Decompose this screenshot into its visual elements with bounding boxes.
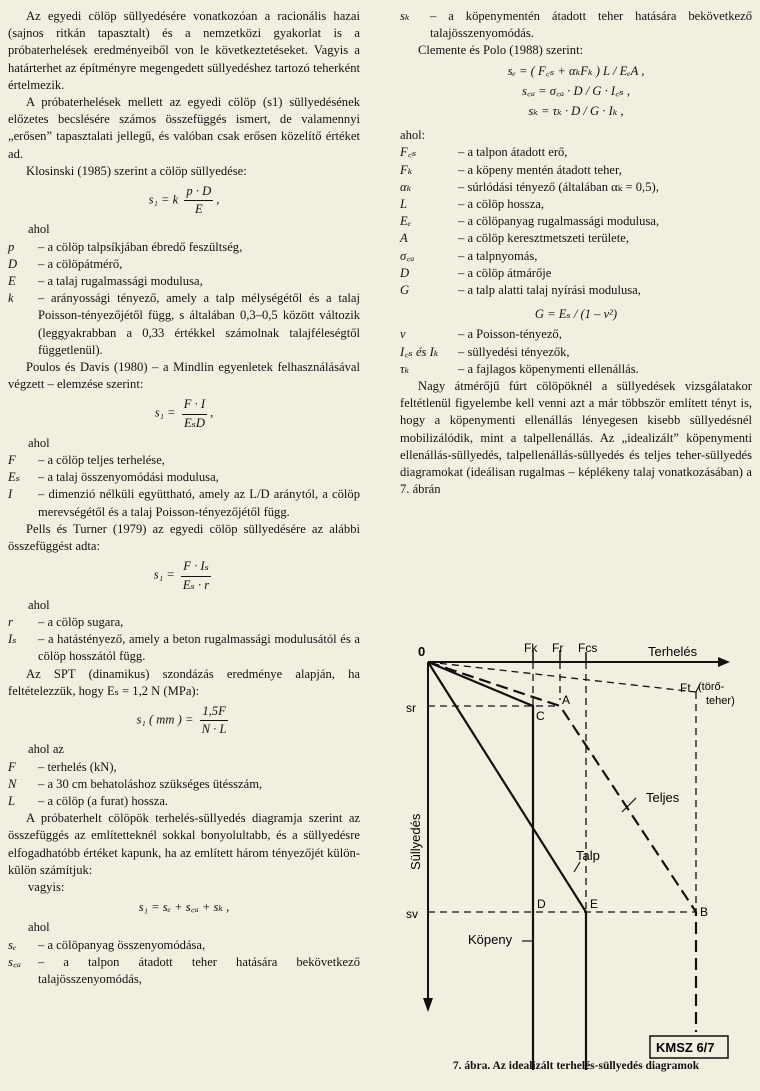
definition-symbol: G [400, 283, 410, 298]
numerator: F · I [182, 396, 207, 414]
definition-symbol: E [8, 274, 16, 289]
definition-item [8, 793, 360, 810]
definition-text: – a Poisson-tényező, [458, 327, 562, 342]
definition-text: – a cölöp sugara, [38, 614, 124, 629]
definition-item [400, 344, 752, 361]
label-fr: Fr [552, 641, 564, 655]
right-column [400, 8, 752, 498]
equation-spt [8, 703, 360, 738]
definition-symbol: Eₛ [8, 470, 20, 485]
eq-tail: , [216, 192, 220, 207]
definition-symbol: Fₖ [400, 162, 413, 177]
definition-text: – a köpeny mentén átadott teher, [458, 162, 622, 177]
label-kopeny: Köpeny [468, 932, 513, 947]
x-axis-arrow [718, 657, 730, 667]
definition-item [8, 954, 360, 988]
label-d: D [537, 897, 546, 911]
denominator: EₛD [183, 415, 205, 430]
definition-text: – süllyedési tényezők, [458, 344, 570, 359]
definition-item [8, 239, 360, 256]
definition-symbol: sₑ [8, 937, 17, 952]
definition-item [8, 614, 360, 631]
definition-text: – a cölöp teljes terhelése, [38, 453, 165, 468]
teljes-curve [428, 662, 696, 1032]
definition-text: – a cölöp keresztmetszeti területe, [458, 231, 629, 246]
label-talp: Talp [576, 848, 600, 863]
origin-label: 0 [418, 644, 426, 659]
ahol-label: ahol [28, 597, 50, 612]
definition-item [8, 937, 360, 954]
ahol-label: ahol [28, 435, 50, 450]
definition-text: – a talpnyomás, [458, 248, 538, 263]
definition-symbol: F [8, 759, 16, 774]
ahol-label: ahol [28, 222, 50, 237]
definition-text: – a cölöpátmérő, [38, 256, 123, 271]
paragraph: A próbaterhelt cölöpök terhelés-süllyedés diagramja szerint az összefüggés az említetteknél sokkal bonyolultabb, és a süllyedésre elfogadhatóbb értéket kapunk, ha az említett három tényezőjét külön-külön számítjuk: [8, 811, 360, 877]
definition-symbol: L [400, 197, 408, 212]
definition-text: – terhelés (kN), [38, 759, 117, 774]
definition-text: – a cölöp hossza, [458, 197, 545, 212]
equation-g: G = Eₛ / (1 – ν²) [534, 307, 618, 322]
y-axis-arrow [423, 998, 433, 1012]
definition-list [8, 452, 360, 521]
definition-symbol: Eₑ [400, 214, 411, 229]
label-b: B [700, 905, 709, 919]
definition-symbol: αₖ [400, 179, 412, 194]
label-sv: sv [406, 907, 418, 921]
definition-item [400, 361, 752, 378]
definition-text: – a hatástényező, amely a beton rugalmassági modulusától és a cölöp hosszától függ. [38, 632, 360, 664]
definition-list [400, 326, 752, 378]
equation-clemente-3: sₖ = τₖ · D / G · Iₖ , [528, 104, 624, 119]
definition-text: – a talp alatti talaj nyírási modulusa, [458, 283, 641, 298]
fraction [181, 558, 211, 593]
definition-symbol: D [8, 256, 18, 271]
fraction [184, 183, 213, 218]
talp-pointer [574, 862, 580, 872]
load-settlement-diagram [400, 640, 752, 1080]
definition-symbol: r [8, 614, 13, 629]
left-column [8, 8, 360, 988]
x-axis-label: Terhelés [648, 644, 698, 659]
definition-item [8, 759, 360, 776]
definition-text: – a talaj rugalmassági modulusa, [38, 274, 203, 289]
definition-item [400, 213, 752, 230]
definition-text: – súrlódási tényező (általában αₖ = 0,5), [458, 179, 659, 194]
paragraph: Az SPT (dinamikus) szondázás eredménye alapján, ha feltételezzük, hogy Eₛ = 1,2 N (MPa): [8, 666, 360, 698]
definition-symbol: F꜀ₛ [400, 145, 417, 160]
paragraph: A próbaterhelések mellett az egyedi cölöp (s1) süllyedésének előzetes becslésére számos összefüggés ismert, de valamennyi „erősen” tapasztalati jellegű, és valóban csak erősen közelítő értéket ad. [8, 95, 360, 161]
definition-symbol: L [8, 793, 16, 808]
eq-tail: , [210, 406, 214, 421]
definition-item [400, 196, 752, 213]
equation-clemente-2: s꜀ₐ = σ꜀ₐ · D / G · I꜀ₛ , [522, 83, 630, 98]
eq-lhs: s₁ ( mm ) = [136, 712, 194, 727]
equation-pells [8, 558, 360, 593]
label-sr: sr [406, 701, 416, 715]
definition-symbol: I [8, 487, 13, 502]
label-e: E [590, 897, 599, 911]
stamp-label: KMSZ 6/7 [656, 1040, 715, 1055]
definition-symbol: k [8, 291, 14, 306]
definition-text: – a cölöp átmárője [458, 265, 552, 280]
definition-text: – arányossági tényező, amely a talp mélységétől és a talaj Poisson-tényezőjétől függ, s általában 0,3–0,5 között változik (leggyakrabban a 0,33 értékkel számolnak talajféleségtől függetlenül). [38, 291, 360, 357]
equation-clemente-1: sₑ = ( F꜀ₛ + αₖFₖ ) L / EₑA , [507, 63, 645, 78]
definition-list [8, 614, 360, 666]
definition-text: – a talpon átadott erő, [458, 145, 568, 160]
ahol-label: ahol: [400, 128, 426, 143]
definition-item [8, 256, 360, 273]
label-fcs: Fcs [578, 641, 598, 655]
denominator: Eₛ · r [182, 577, 210, 592]
definition-symbol: A [400, 231, 408, 246]
definition-symbol: ν [400, 327, 406, 342]
label-a: A [562, 693, 571, 707]
vagyis-label: vagyis: [28, 879, 65, 894]
definition-list [8, 759, 360, 811]
definition-text: – a köpenymentén átadott teher hatására bekövetkező talajösszenyomódás. [430, 9, 752, 41]
eq-lhs: s₁ = [153, 567, 175, 582]
denominator: N · L [201, 722, 227, 737]
numerator: 1,5F [200, 703, 229, 721]
definition-item [400, 326, 752, 343]
equation-sum: s₁ = sₑ + s꜀ₐ + sₖ , [138, 900, 230, 915]
definition-item [8, 273, 360, 290]
definition-item [8, 469, 360, 486]
paragraph: Clemente és Polo (1988) szerint: [418, 43, 584, 58]
y-axis-label: Süllyedés [408, 813, 423, 870]
definition-symbol: p [8, 239, 15, 254]
definition-item [8, 631, 360, 665]
definition-text: – a cölöp talpsíkjában ébredő feszültség, [38, 239, 243, 254]
definition-symbol: τₖ [400, 361, 410, 376]
definition-item [8, 452, 360, 469]
definition-symbol: s꜀ₐ [8, 954, 21, 969]
definition-symbol: F [8, 453, 16, 468]
kopeny-curve [428, 662, 533, 1070]
definition-text: – a fajlagos köpenymenti ellenállás. [458, 361, 639, 376]
definition-text: – a cölöpanyag összenyomódása, [38, 937, 206, 952]
label-c: C [536, 709, 545, 723]
definition-item [400, 265, 752, 282]
talp-curve [428, 662, 586, 1070]
equation-klosinski [8, 183, 360, 218]
definition-item [400, 144, 752, 161]
label-ft-note: (törő- [698, 681, 725, 693]
paragraph: Pells és Turner (1979) az egyedi cölöp süllyedésére az alábbi összefüggést adta: [8, 521, 360, 554]
definition-symbol: D [400, 265, 410, 280]
definition-text: – a talpon átadott teher hatására bekövetkező talajösszenyomódás, [38, 954, 360, 986]
definition-item [400, 230, 752, 247]
numerator: p · D [184, 183, 213, 201]
label-ft: Ft [680, 681, 691, 695]
denominator: E [194, 202, 203, 217]
definition-symbol: N [8, 776, 17, 791]
definition-item [400, 282, 752, 299]
label-teljes: Teljes [646, 790, 680, 805]
label-fk: Fk [524, 641, 538, 655]
fraction [200, 703, 229, 738]
definition-item [400, 248, 752, 265]
definition-symbol: I꜀ₛ és Iₖ [400, 344, 439, 359]
definition-text: – a 30 cm behatoláshoz szükséges ütésszám, [38, 776, 263, 791]
definition-symbol: Iₛ [8, 632, 17, 647]
paragraph: Poulos és Davis (1980) – a Mindlin egyenletek felhasználásával végzett – elemzése szerint: [8, 360, 360, 392]
paragraph: Nagy átmérőjű fúrt cölöpöknél a süllyedések vizsgálatakor feltétlenül figyelembe kell venni azt a már többször említett tényt is, hogy a köpenymenti ellenállás lényegesen kisebb süllyedésnél mobilizálódik, mint a talpellenállás. Az „idealizált” köpenymenti ellenállás-süllyedés, talpellenállás-süllyedés és teljes teher-süllyedés diagramokat (ideálisan rugalmas – képlékeny talaj vonatkozásában) a 7. ábrán [400, 379, 752, 497]
ahol-label: ahol az [28, 742, 65, 757]
label-ft-note: teher) [706, 695, 735, 707]
equation-poulos [8, 396, 360, 431]
definition-text: – a talaj összenyomódási modulusa, [38, 470, 219, 485]
definition-list [8, 239, 360, 359]
definition-item [8, 486, 360, 520]
definition-text: – a cölöpanyag rugalmassági modulusa, [458, 214, 660, 229]
fraction [182, 396, 207, 431]
figure-caption: 7. ábra. Az idealizált terhelés-süllyedés diagramok [452, 1060, 700, 1072]
paragraph: Az egyedi cölöp süllyedésére vonatkozóan a racionális hazai (sajnos ritkán tapasztalt) és a nemzetközi gyakorlat is a próbaterhelések eredményeiből von le következtetéseket. Vagyis a határterhet az építményre megengedett süllyedéshez tartozó teherként értelmezik. [8, 9, 360, 92]
definition-item [400, 162, 752, 179]
eq-lhs: s₁ = [154, 406, 176, 421]
definition-item [8, 290, 360, 359]
definition-symbol: σ꜀ₐ [400, 248, 415, 263]
definition-item [400, 8, 752, 42]
guide-ft-line [428, 662, 696, 692]
definition-symbol: sₖ [400, 9, 410, 23]
definition-item [8, 776, 360, 793]
ahol-label: ahol [28, 920, 50, 935]
numerator: F · Iₛ [181, 558, 211, 576]
paragraph: Klosinski (1985) szerint a cölöp süllyedése: [26, 163, 247, 178]
definition-item [400, 179, 752, 196]
eq-lhs: s₁ = k [148, 192, 179, 207]
definition-list [8, 937, 360, 989]
definition-text: – a cölöp (a furat) hossza. [38, 793, 169, 808]
definition-list [400, 144, 752, 299]
definition-text: – dimenzió nélküli együttható, amely az L/D aránytól, a cölöp merevségétől és a talaj Poisson-tényezőjétől függ. [38, 487, 360, 519]
